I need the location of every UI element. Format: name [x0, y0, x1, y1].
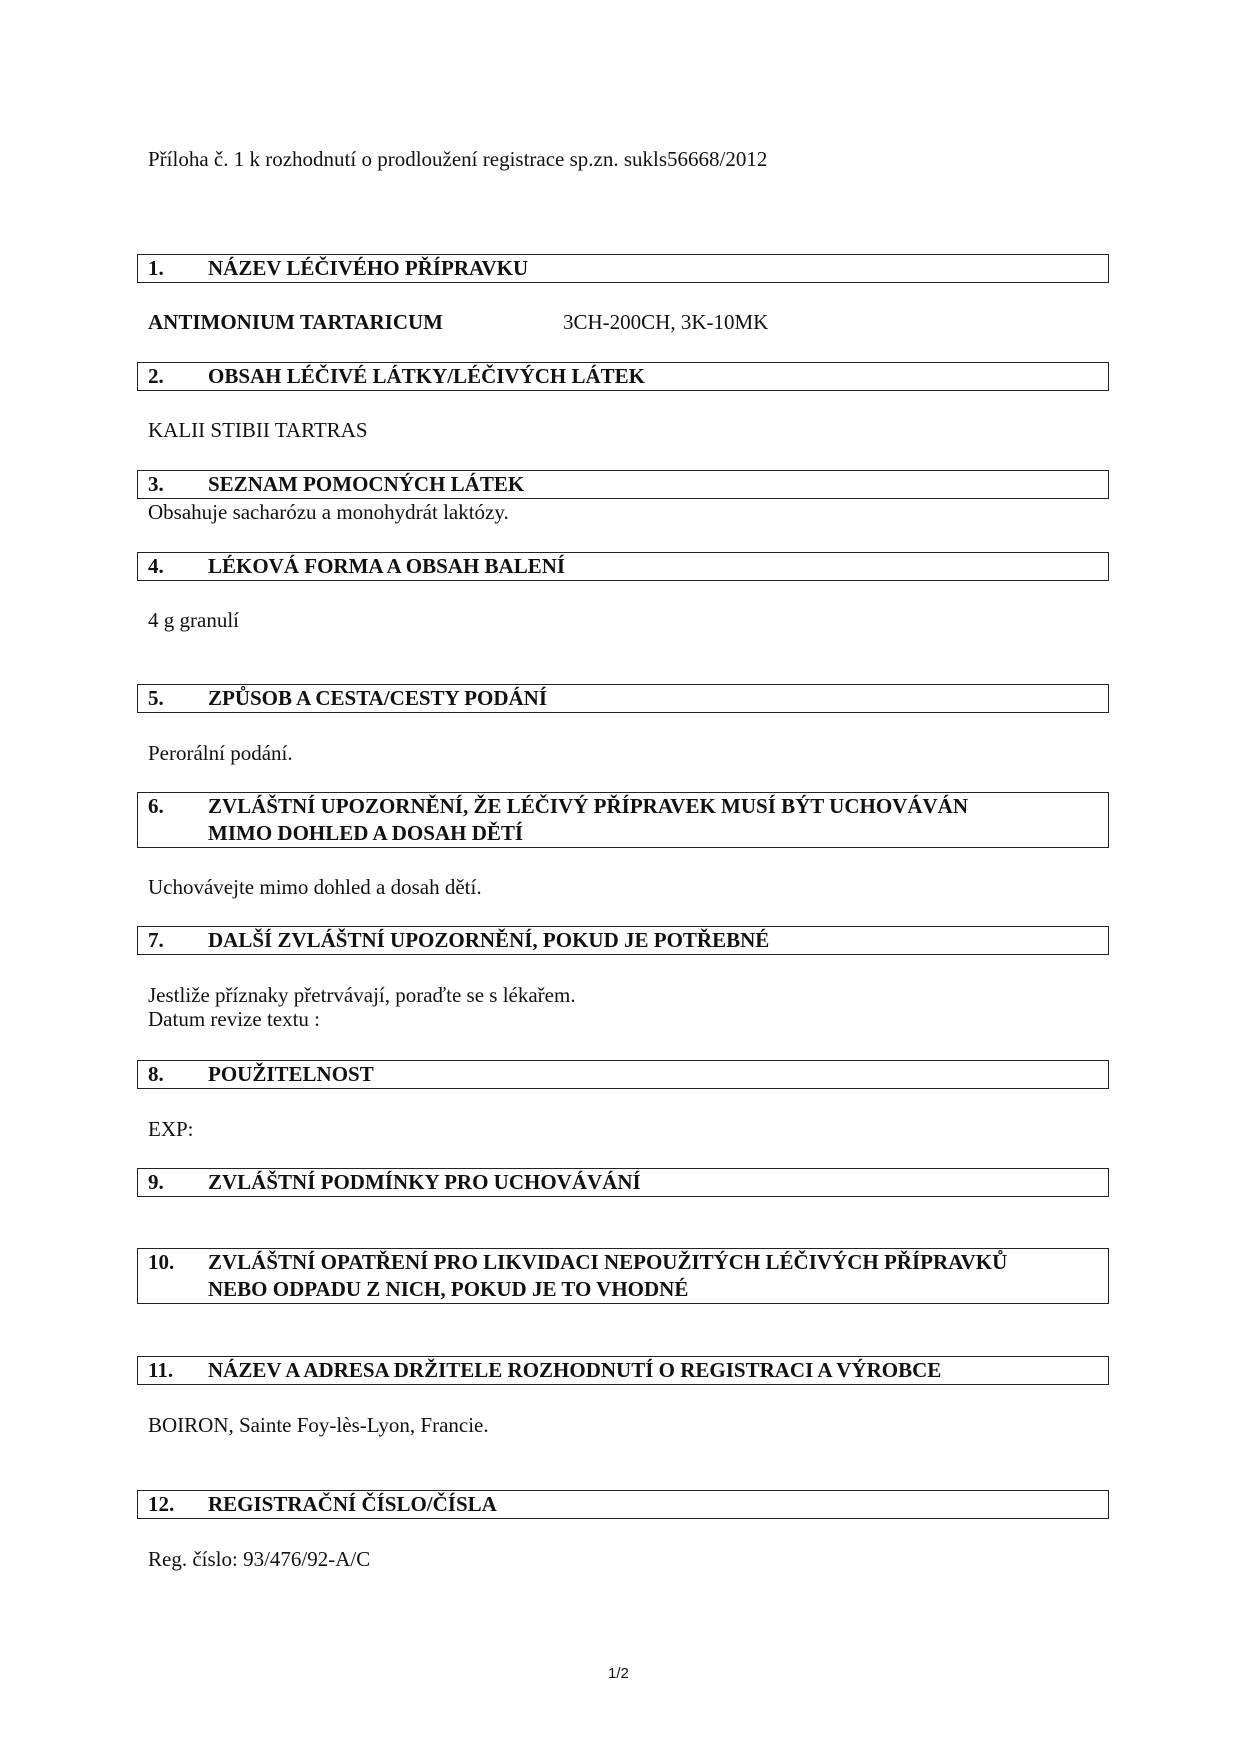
section-title-line-2: MIMO DOHLED A DOSAH DĚTÍ: [208, 821, 524, 845]
section-title: ZVLÁŠTNÍ PODMÍNKY PRO UCHOVÁVÁNÍ: [208, 1170, 641, 1194]
section-number: 2.: [148, 364, 164, 388]
section-4-header: [137, 552, 1109, 581]
section-number: 3.: [148, 472, 164, 496]
expiry-text: EXP:: [148, 1117, 194, 1141]
route-text: Perorální podání.: [148, 741, 293, 765]
section-number: 5.: [148, 686, 164, 710]
section-number: 4.: [148, 554, 164, 578]
section-12-header: [137, 1490, 1109, 1519]
section-number: 8.: [148, 1062, 164, 1086]
section-5-header: [137, 684, 1109, 713]
section-title-line-1: ZVLÁŠTNÍ OPATŘENÍ PRO LIKVIDACI NEPOUŽITÝCH LÉČIVÝCH PŘÍPRAVKŮ: [208, 1250, 1008, 1274]
section-title: SEZNAM POMOCNÝCH LÁTEK: [208, 472, 525, 496]
product-strength: 3CH-200CH, 3K-10MK: [563, 310, 769, 334]
children-warning-text: Uchovávejte mimo dohled a dosah dětí.: [148, 875, 482, 899]
excipients-text: Obsahuje sacharózu a monohydrát laktózy.: [148, 500, 509, 524]
section-number: 11.: [148, 1358, 174, 1382]
section-number: 7.: [148, 928, 164, 952]
other-warning-text: Jestliže příznaky přetrvávají, poraďte se s lékařem.: [148, 983, 576, 1007]
page-number: 1/2: [608, 1665, 629, 1682]
section-title: DALŠÍ ZVLÁŠTNÍ UPOZORNĚNÍ, POKUD JE POTŘEBNÉ: [208, 928, 770, 952]
section-title: POUŽITELNOST: [208, 1062, 374, 1086]
section-8-header: [137, 1060, 1109, 1089]
holder-text: BOIRON, Sainte Foy-lès-Lyon, Francie.: [148, 1413, 489, 1437]
product-name: ANTIMONIUM TARTARICUM: [148, 310, 444, 334]
intro-line: Příloha č. 1 k rozhodnutí o prodloužení registrace sp.zn. sukls56668/2012: [148, 147, 768, 171]
section-title: REGISTRAČNÍ ČÍSLO/ČÍSLA: [208, 1492, 497, 1516]
section-number: 12.: [148, 1492, 175, 1516]
section-title: ZPŮSOB A CESTA/CESTY PODÁNÍ: [208, 686, 547, 710]
section-title: OBSAH LÉČIVÉ LÁTKY/LÉČIVÝCH LÁTEK: [208, 364, 646, 388]
section-2-header: [137, 362, 1109, 391]
section-number: 1.: [148, 256, 164, 280]
revision-date-text: Datum revize textu :: [148, 1007, 321, 1031]
section-7-header: [137, 926, 1109, 955]
section-number: 9.: [148, 1170, 164, 1194]
section-title: LÉKOVÁ FORMA A OBSAH BALENÍ: [208, 554, 566, 578]
section-number: 10.: [148, 1250, 175, 1274]
reg-number-text: Reg. číslo: 93/476/92-A/C: [148, 1547, 371, 1571]
section-10-header: [137, 1248, 1109, 1304]
section-title-line-1: ZVLÁŠTNÍ UPOZORNĚNÍ, ŽE LÉČIVÝ PŘÍPRAVEK MUSÍ BÝT UCHOVÁVÁN: [208, 794, 968, 818]
section-number: 6.: [148, 794, 164, 818]
section-11-header: [137, 1356, 1109, 1385]
section-title-line-2: NEBO ODPADU Z NICH, POKUD JE TO VHODNÉ: [208, 1277, 689, 1301]
active-substance: KALII STIBII TARTRAS: [148, 418, 368, 442]
section-6-header: [137, 792, 1109, 848]
section-9-header: [137, 1168, 1109, 1197]
section-title: NÁZEV LÉČIVÉHO PŘÍPRAVKU: [208, 256, 529, 280]
pack-text: 4 g granulí: [148, 608, 239, 632]
section-1-header: [137, 254, 1109, 283]
section-title: NÁZEV A ADRESA DRŽITELE ROZHODNUTÍ O REGISTRACI A VÝROBCE: [208, 1358, 942, 1382]
section-3-header: [137, 470, 1109, 499]
